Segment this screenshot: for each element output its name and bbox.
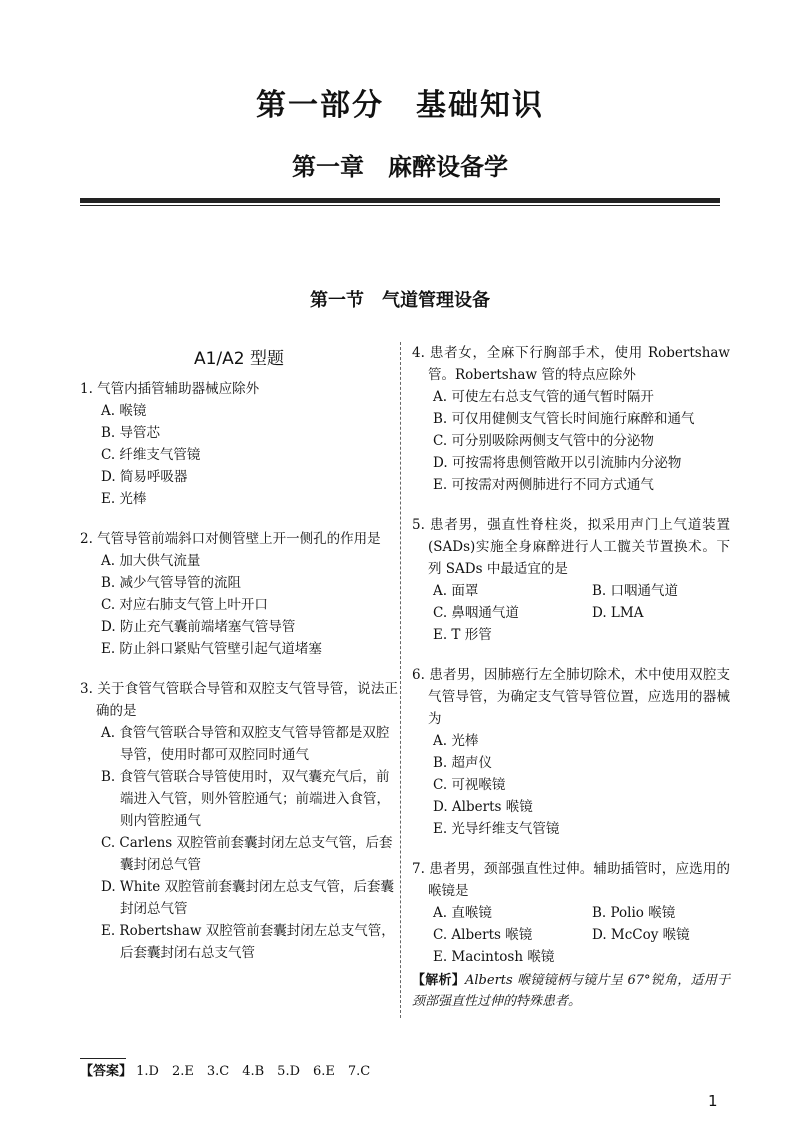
option-b: B. 可仅用健侧支气管长时间施行麻醉和通气	[433, 411, 695, 427]
analysis	[412, 970, 730, 1012]
question-stem: 3. 关于食管气管联合导管和双腔支气管导管，说法正确的是	[80, 681, 398, 719]
section-title: 第一节 气道管理设备	[310, 290, 490, 311]
option-b: B. Polio 喉镜	[592, 905, 676, 921]
question-2	[80, 528, 398, 660]
question-4	[412, 342, 730, 496]
option-b: B. 超声仪	[433, 755, 493, 771]
option-a: A. 喉镜	[101, 403, 147, 419]
option-d: D. 防止充气囊前端堵塞气管导管	[101, 619, 296, 635]
question-7	[412, 858, 730, 1012]
option-row	[412, 580, 730, 602]
option-e: E. T 形管	[433, 627, 492, 643]
option-b: B. 减少气管导管的流阻	[101, 575, 242, 591]
option-d: D. LMA	[592, 605, 644, 621]
option-c: C. 纤维支气管镜	[101, 447, 201, 463]
question-type-heading: A1/A2 型题	[193, 349, 285, 369]
analysis-text: Alberts 喉镜镜柄与镜片呈 67°锐角，适用于颈部强直性过伸的特殊患者。	[412, 973, 730, 1009]
question-stem: 5. 患者男，强直性脊柱炎，拟采用声门上气道装置(SADs)实施全身麻醉进行人工髋关节置换术。下列 SADs 中最适宜的是	[412, 517, 730, 577]
chapter-title: 第一章 麻醉设备学	[292, 153, 508, 181]
analysis-label: 【解析】	[412, 973, 466, 988]
question-stem: 2. 气管导管前端斜口对侧管壁上开一侧孔的作用是	[80, 531, 381, 547]
question-1	[80, 378, 398, 510]
option-row	[412, 602, 730, 624]
option-c: C. 对应右肺支气管上叶开口	[101, 597, 268, 613]
header-rule-thick	[80, 198, 720, 203]
answer-label: 【答案】	[80, 1064, 133, 1079]
question-stem: 7. 患者男，颈部强直性过伸。辅助插管时，应选用的喉镜是	[412, 861, 730, 899]
right-column	[412, 342, 730, 1030]
question-5	[412, 514, 730, 646]
answer-key	[80, 1062, 370, 1082]
column-divider	[400, 342, 401, 1018]
option-c: C. Carlens 双腔管前套囊封闭左总支气管，后套囊封闭总气管	[101, 835, 393, 873]
option-e: E. 光棒	[101, 491, 147, 507]
option-d: D. Alberts 喉镜	[433, 799, 533, 815]
option-b: B. 食管气管联合导管使用时，双气囊充气后，前端进入气管，则外管腔通气；前端进入食管，则内管腔通气	[101, 769, 390, 829]
answer-rule	[80, 1058, 126, 1059]
option-e: E. Macintosh 喉镜	[433, 949, 555, 965]
option-c: C. 可分别吸除两侧支气管中的分泌物	[433, 433, 654, 449]
left-column	[80, 342, 398, 982]
question-6	[412, 664, 730, 840]
option-d: D. White 双腔管前套囊封闭左总支气管，后套囊封闭总气管	[101, 879, 395, 917]
option-a: A. 加大供气流量	[101, 553, 201, 569]
option-d: D. 简易呼吸器	[101, 469, 188, 485]
option-e: E. 光导纤维支气管镜	[433, 821, 560, 837]
option-b: B. 口咽通气道	[592, 583, 679, 599]
option-d: D. McCoy 喉镜	[592, 927, 690, 943]
option-a: A. 可使左右总支气管的通气暂时隔开	[433, 389, 654, 405]
option-e: E. 可按需对两侧肺进行不同方式通气	[433, 477, 654, 493]
answer-text: 1.D 2.E 3.C 4.B 5.D 6.E 7.C	[136, 1064, 371, 1079]
option-c: C. Alberts 喉镜	[433, 927, 533, 943]
option-row	[412, 924, 730, 946]
option-c: C. 鼻咽通气道	[433, 605, 519, 621]
option-e: E. Robertshaw 双腔管前套囊封闭左总支气管，后套囊封闭右总支气管	[101, 923, 395, 961]
option-row	[412, 902, 730, 924]
part-title: 第一部分 基础知识	[256, 88, 544, 123]
header-rule-thin	[80, 205, 720, 206]
option-a: A. 食管气管联合导管和双腔支气管导管都是双腔导管，使用时都可双腔同时通气	[101, 725, 390, 763]
option-e: E. 防止斜口紧贴气管壁引起气道堵塞	[101, 641, 322, 657]
question-stem: 1. 气管内插管辅助器械应除外	[80, 381, 260, 397]
option-a: A. 直喉镜	[433, 905, 492, 921]
option-a: A. 面罩	[433, 583, 479, 599]
option-c: C. 可视喉镜	[433, 777, 506, 793]
option-a: A. 光棒	[433, 733, 479, 749]
option-d: D. 可按需将患侧管敞开以引流肺内分泌物	[433, 455, 682, 471]
question-stem: 6. 患者男，因肺癌行左全肺切除术，术中使用双腔支气管导管，为确定支气管导管位置，应选用的器械为	[412, 667, 730, 727]
question-stem: 4. 患者女，全麻下行胸部手术，使用 Robertshaw 管。Robertshaw 管的特点应除外	[412, 345, 730, 383]
question-3	[80, 678, 398, 964]
option-b: B. 导管芯	[101, 425, 161, 441]
page-number: 1	[708, 1092, 718, 1110]
